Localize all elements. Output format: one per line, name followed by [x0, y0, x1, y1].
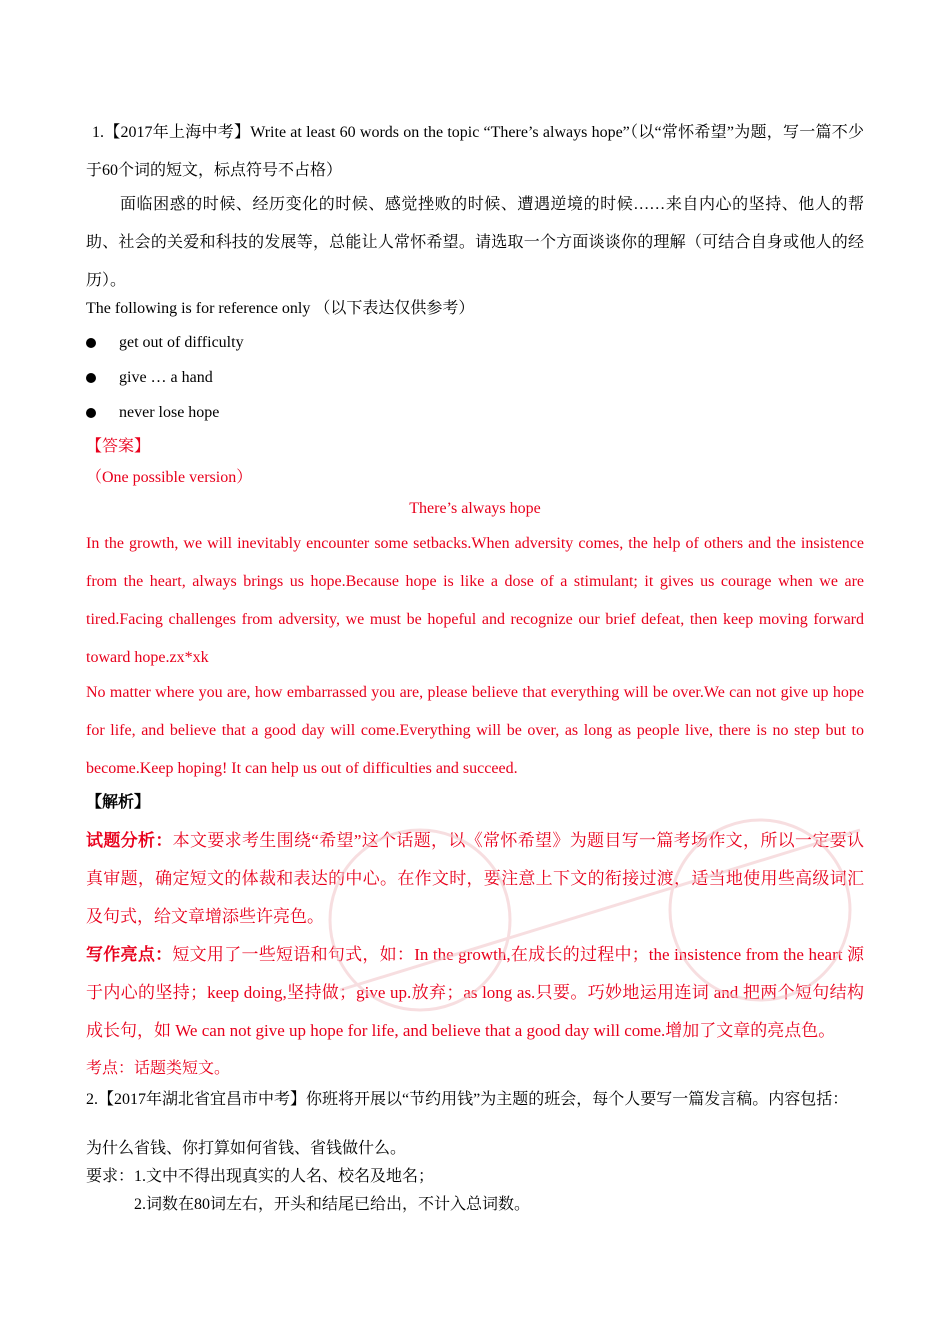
- analysis-paragraph-2: [86, 936, 864, 1050]
- kaodian: 考点：话题类短文。: [86, 1060, 231, 1077]
- analysis-label: 【解析】: [86, 792, 151, 811]
- q1-reference-note: The following is for reference only （以下表达仅供参考）: [86, 300, 475, 317]
- highlight-head: 写作亮点：: [86, 945, 173, 965]
- essay-paragraph-1: In the growth, we will inevitably encounter some setbacks.When adversity comes, the help of others and the insistence from the heart, always brings us hope.Because hope is like a dose of a stimulant; it gives us courage when we are tired.Facing challenges from adversity, we must be hopeful and recognize our brief defeat, then keep moving forward toward hope.zx*xk: [86, 535, 864, 666]
- analysis-head: 试题分析：: [86, 831, 173, 851]
- q1-intro: 1.【2017年上海中考】Write at least 60 words on the topic “There’s always hope”（以“常怀希望”为题，写一篇不少于60个词的短文，标点符号不占格）: [86, 124, 864, 179]
- bullet-text: give … a hand: [119, 369, 213, 386]
- q2-content: 为什么省钱、你打算如何省钱、省钱做什么。: [86, 1140, 407, 1157]
- answer-label: 【答案】: [86, 438, 151, 455]
- q2-intro: 2.【2017年湖北省宜昌市中考】你班将开展以“节约用钱”为主题的班会，每个人要写一篇发言稿。内容包括：: [86, 1091, 849, 1108]
- bullet-text: never lose hope: [119, 404, 220, 421]
- q2-requirement-2: 2.词数在80词左右，开头和结尾已给出，不计入总词数。: [134, 1196, 531, 1213]
- analysis-body: 本文要求考生围绕“希望”这个话题，以《常怀希望》为题目写一篇考场作文，所以一定要认真审题，确定短文的体裁和表达的中心。在作文时，要注意上下文的衔接过渡，适当地使用些高级词汇及句式，给文章增添些许亮色。: [86, 831, 864, 926]
- essay-paragraph-2: No matter where you are, how embarrassed you are, please believe that everything will be over.We can not give up hope for life, and believe that a good day will come.Everything will be over, as long as people live, there is no step but to become.Keep hoping! It can help us out of difficulties and succeed.: [86, 684, 864, 777]
- bullet-icon: [86, 373, 96, 383]
- bullet-icon: [86, 408, 96, 418]
- bullet-icon: [86, 338, 96, 348]
- highlight-body: 短文用了一些短语和句式，如：In the growth,在成长的过程中；the insistence from the heart 源于内心的坚持；keep doing,坚持做；give up.放弃；as long as.只要。巧妙地运用连词 and 把两个短句结构成长句，如 We can not give up hope for life, and believe that a good day will come.增加了文章的亮点色。: [86, 945, 865, 1040]
- answer-version: （One possible version）: [86, 469, 253, 486]
- bullet-text: get out of difficulty: [119, 334, 244, 351]
- essay-title: There’s always hope: [409, 500, 541, 517]
- q2-requirement-1: 要求：1.文中不得出现真实的人名、校名及地名；: [86, 1168, 435, 1185]
- q1-prompt: 面临困惑的时候、经历变化的时候、感觉挫败的时候、遭遇逆境的时候……来自内心的坚持、他人的帮助、社会的关爱和科技的发展等，总能让人常怀希望。请选取一个方面谈谈你的理解（可结合自身或他人的经历）。: [86, 196, 864, 289]
- analysis-paragraph-1: [86, 822, 864, 936]
